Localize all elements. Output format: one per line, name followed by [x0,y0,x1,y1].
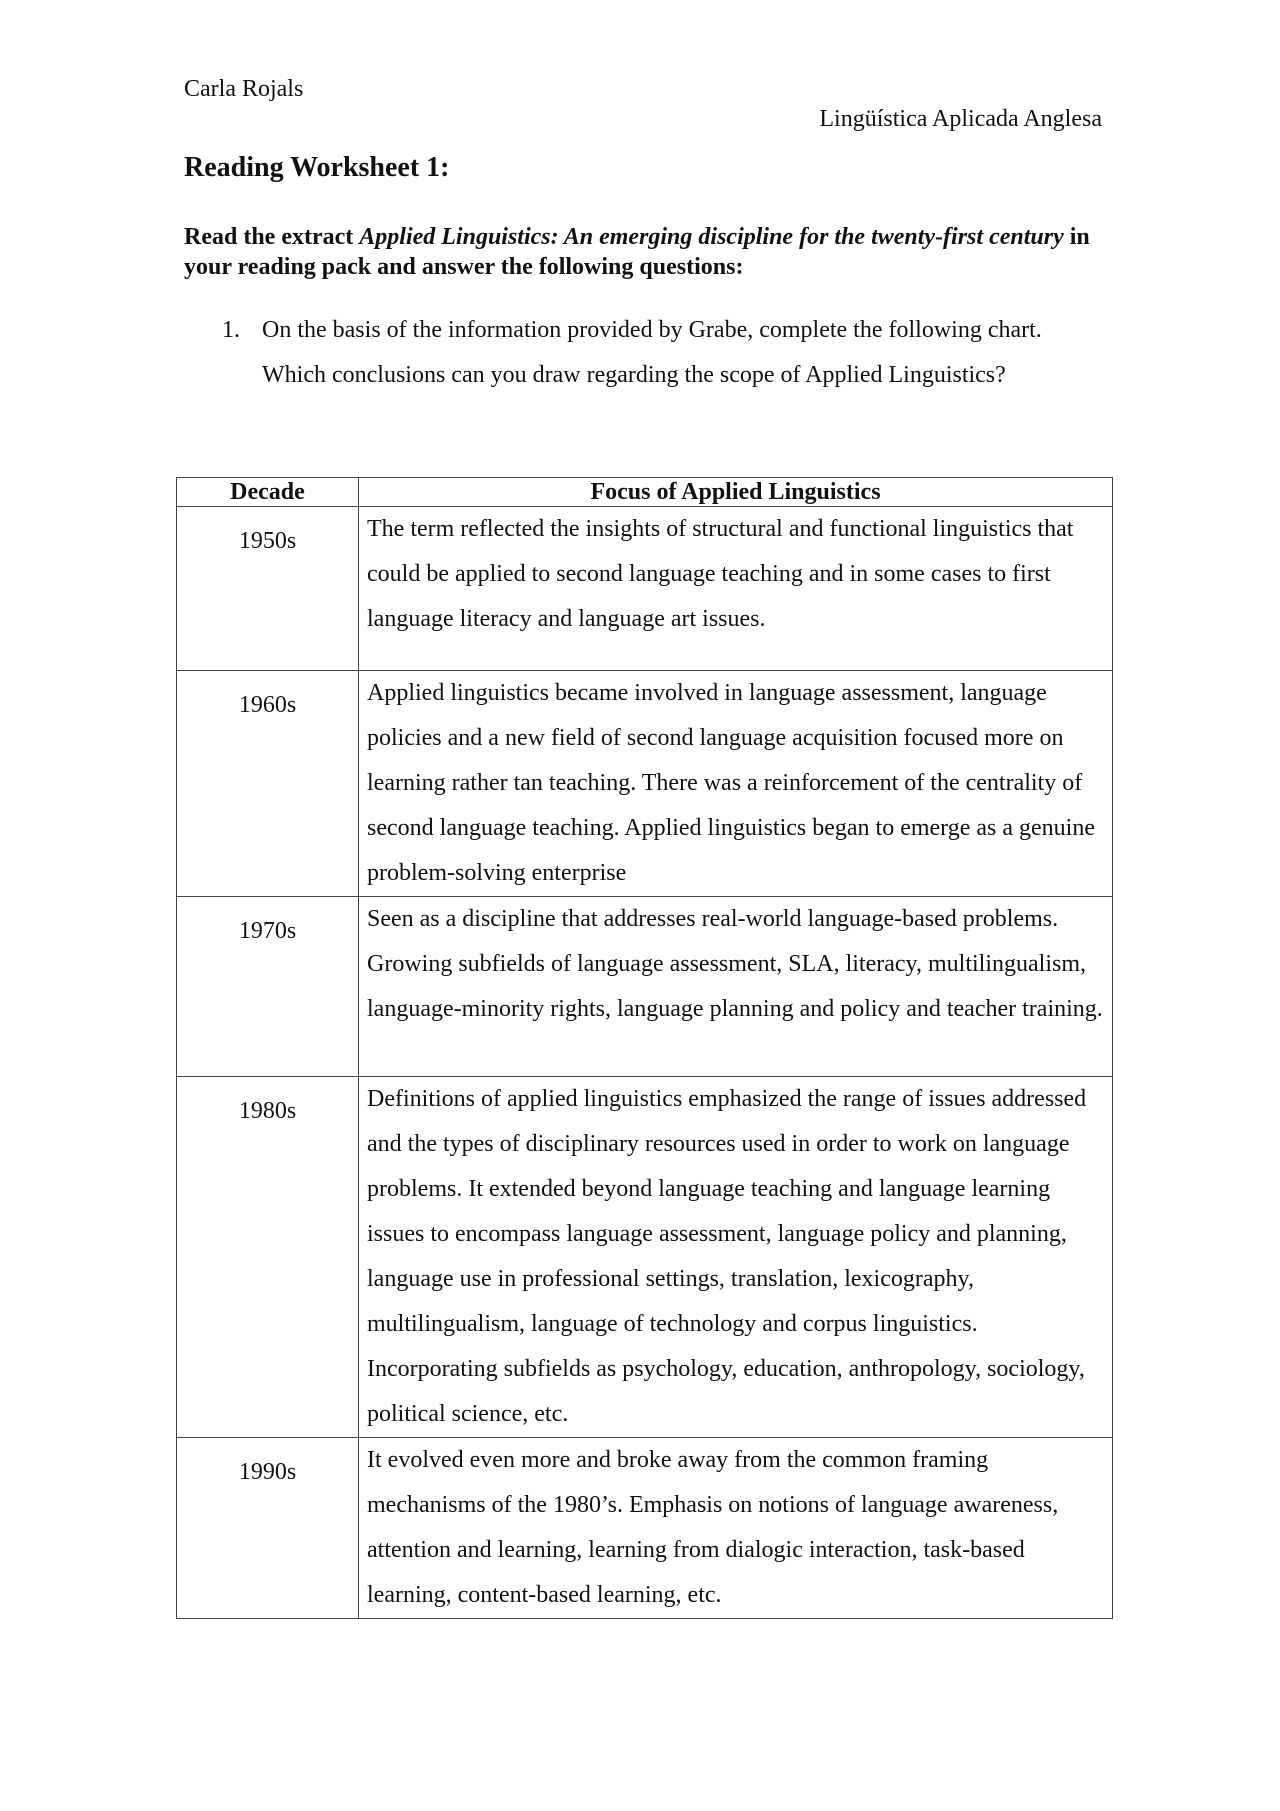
instructions-lead: Read the extract [184,224,360,250]
instructions [184,222,1094,282]
decade-cell: 1980s [177,1077,359,1438]
decade-cell: 1960s [177,671,359,897]
author-name: Carla Rojals [184,76,304,102]
table-row [177,1438,1113,1619]
table-row [177,1077,1113,1438]
header-focus: Focus of Applied Linguistics [359,478,1113,507]
decade-cell: 1950s [177,507,359,671]
decade-cell: 1990s [177,1438,359,1619]
question-1 [222,308,1082,398]
focus-cell: Seen as a discipline that addresses real-world language-based problems. Growing subfields of language assessment, SLA, literacy, multilingualism, language-minority rights, language planning and policy and teacher training. [359,897,1113,1077]
focus-cell: Applied linguistics became involved in language assessment, language policies and a new field of second language acquisition focused more on learning rather tan teaching. There was a reinforcement of the centrality of second language teaching. Applied linguistics began to emerge as a genuine problem-solving enterprise [359,671,1113,897]
focus-cell: It evolved even more and broke away from the common framing mechanisms of the 1980’s. Emphasis on notions of language awareness, attention and learning, learning from dialogic interaction, task-based learning, content-based learning, etc. [359,1438,1113,1619]
table-row [177,671,1113,897]
focus-cell: Definitions of applied linguistics emphasized the range of issues addressed and the types of disciplinary resources used in order to work on language problems. It extended beyond language teaching and language learning issues to encompass language assessment, language policy and planning, language use in professional settings, translation, lexicography, multilingualism, language of technology and corpus linguistics. Incorporating subfields as psychology, education, anthropology, sociology, political science, etc. [359,1077,1113,1438]
decade-cell: 1970s [177,897,359,1077]
question-number: 1. [222,317,240,343]
header-decade: Decade [177,478,359,507]
table-row [177,897,1113,1077]
instructions-work-title: Applied Linguistics: An emerging discipline for the twenty-first century [359,224,1064,250]
course-name: Lingüística Aplicada Anglesa [819,106,1102,132]
focus-cell: The term reflected the insights of structural and functional linguistics that could be applied to second language teaching and in some cases to first language literacy and language art issues. [359,507,1113,671]
instructions-tail: in your reading pack and answer the following questions: [184,224,1090,280]
decade-focus-table [176,477,1113,1619]
table-row [177,507,1113,671]
worksheet-title: Reading Worksheet 1: [184,152,450,183]
question-text: On the basis of the information provided by Grabe, complete the following chart. Which conclusions can you draw regarding the scope of Applied Linguistics? [262,317,1042,388]
table-header-row [177,478,1113,507]
